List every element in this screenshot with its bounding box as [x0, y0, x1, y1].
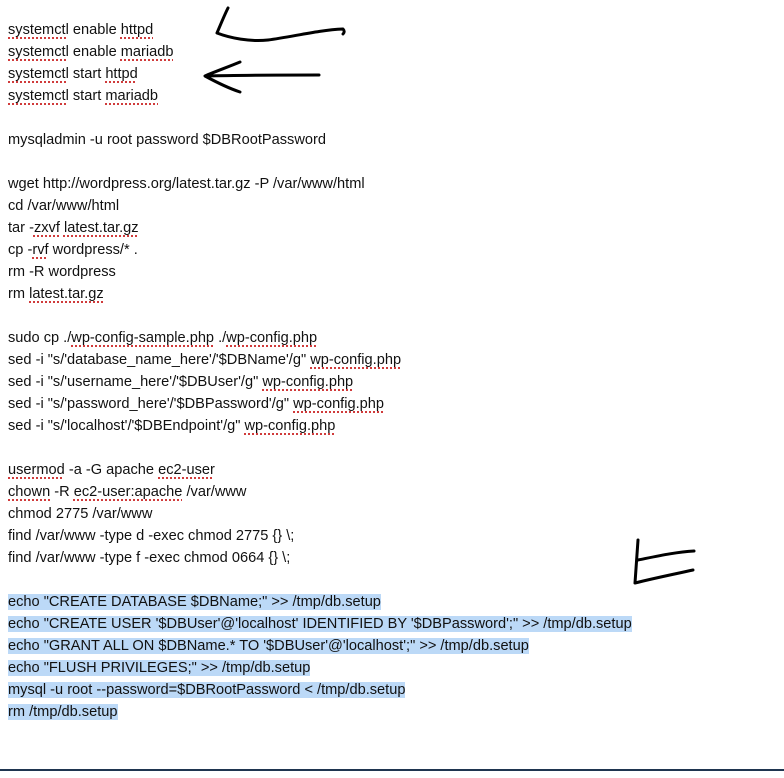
line-text	[8, 22, 153, 38]
blank-line	[8, 569, 778, 591]
text-line[interactable]	[8, 85, 778, 107]
spellcheck-word: wp-config.php	[262, 374, 354, 390]
text-line[interactable]	[8, 657, 778, 679]
line-text	[8, 396, 384, 412]
text-line[interactable]	[8, 459, 778, 481]
text-line[interactable]	[8, 327, 778, 349]
text-segment: -a -G apache	[64, 462, 159, 478]
selected-text	[8, 660, 310, 676]
text-segment: echo "GRANT ALL ON $DBName.* TO '$DBUser'@'localhost';" >> /tmp/db.setup	[8, 638, 529, 654]
line-text	[8, 506, 152, 522]
spellcheck-word: wp-config.php	[310, 352, 402, 368]
text-line[interactable]	[8, 19, 778, 41]
text-segment: sed -i "s/'localhost'/'$DBEndpoint'/g"	[8, 418, 245, 434]
text-line[interactable]	[8, 63, 778, 85]
text-line[interactable]	[8, 415, 778, 437]
text-segment: /var/www	[182, 484, 247, 500]
selected-text	[8, 616, 632, 632]
spellcheck-word: systemctl	[8, 22, 69, 38]
text-line[interactable]	[8, 679, 778, 701]
line-text	[8, 286, 104, 302]
text-line[interactable]	[8, 261, 778, 283]
line-text	[8, 66, 138, 82]
bottom-border	[0, 769, 784, 771]
text-segment: cd /var/www/html	[8, 198, 120, 214]
selected-text	[8, 682, 405, 698]
text-segment: mysql -u root --password=$DBRootPassword < /tmp/db.setup	[8, 682, 406, 698]
line-text	[8, 44, 173, 60]
text-segment: mysqladmin -u root password $DBRootPassword	[8, 132, 326, 148]
text-line[interactable]	[8, 349, 778, 371]
text-line[interactable]	[8, 283, 778, 305]
selected-text	[8, 704, 118, 720]
text-segment: wget http://wordpress.org/latest.tar.gz -P /var/www/html	[8, 176, 365, 192]
spellcheck-word: httpd	[105, 66, 138, 82]
text-line[interactable]	[8, 503, 778, 525]
spellcheck-word: httpd	[120, 22, 154, 38]
text-segment: echo "CREATE DATABASE $DBName;" >> /tmp/db.setup	[8, 594, 381, 610]
line-text	[8, 220, 139, 236]
spellcheck-word: ec2-user	[158, 462, 215, 478]
line-text	[8, 264, 116, 280]
text-line[interactable]	[8, 547, 778, 569]
text-segment: start	[68, 88, 106, 104]
text-line[interactable]	[8, 591, 778, 613]
text-segment: sed -i "s/'password_here'/'$DBPassword'/g"	[8, 396, 294, 412]
text-segment: sudo cp ./	[8, 330, 72, 346]
selected-text	[8, 594, 381, 610]
line-text	[8, 330, 317, 346]
spellcheck-word: wp-config.php	[293, 396, 385, 412]
line-text	[8, 550, 290, 566]
text-line[interactable]	[8, 195, 778, 217]
text-segment: wordpress/* .	[48, 242, 138, 258]
spellcheck-word: usermod	[8, 462, 65, 478]
spellcheck-word: chown	[8, 484, 51, 500]
text-segment: tar -	[8, 220, 34, 236]
line-text	[8, 88, 158, 104]
text-line[interactable]	[8, 701, 778, 723]
text-line[interactable]	[8, 525, 778, 547]
line-text	[8, 242, 138, 258]
text-line[interactable]	[8, 173, 778, 195]
text-segment: chmod 2775 /var/www	[8, 506, 153, 522]
text-segment: echo "FLUSH PRIVILEGES;" >> /tmp/db.setup	[8, 660, 311, 676]
spellcheck-word: mariadb	[120, 44, 174, 60]
spellcheck-word: systemctl	[8, 44, 69, 60]
selected-text	[8, 638, 529, 654]
text-line[interactable]	[8, 393, 778, 415]
text-segment: echo "CREATE USER '$DBUser'@'localhost' IDENTIFIED BY '$DBPassword';" >> /tmp/db.setup	[8, 616, 632, 632]
spellcheck-word: systemctl	[8, 88, 69, 104]
line-text	[8, 528, 294, 544]
text-segment: -R	[50, 484, 74, 500]
text-segment: rm -R wordpress	[8, 264, 116, 280]
spellcheck-word: rvf	[32, 242, 49, 258]
line-text	[8, 462, 215, 478]
line-text	[8, 352, 401, 368]
text-segment: find /var/www -type f -exec chmod 0664 {} \;	[8, 550, 291, 566]
line-text	[8, 484, 246, 500]
text-segment: rm /tmp/db.setup	[8, 704, 118, 720]
text-line[interactable]	[8, 481, 778, 503]
line-text	[8, 132, 326, 148]
spellcheck-word: zxvf	[33, 220, 60, 236]
spellcheck-word: mariadb	[105, 88, 159, 104]
spellcheck-word: latest.tar.gz	[29, 286, 104, 302]
spellcheck-word: latest.tar.gz	[63, 220, 139, 236]
line-text	[8, 176, 365, 192]
spellcheck-word: ec2-user:apache	[73, 484, 183, 500]
text-segment: sed -i "s/'database_name_here'/'$DBName'/g"	[8, 352, 311, 368]
blank-line	[8, 305, 778, 327]
spellcheck-word: systemctl	[8, 66, 69, 82]
text-segment: enable	[68, 44, 121, 60]
text-segment: find /var/www -type d -exec chmod 2775 {} \;	[8, 528, 295, 544]
spellcheck-word: wp-config-sample.php	[71, 330, 215, 346]
text-segment: enable	[68, 22, 121, 38]
line-text	[8, 198, 119, 214]
text-line[interactable]	[8, 371, 778, 393]
document-body[interactable]	[8, 19, 778, 723]
text-line[interactable]	[8, 129, 778, 151]
blank-line	[8, 151, 778, 173]
text-line[interactable]	[8, 217, 778, 239]
blank-line	[8, 107, 778, 129]
line-text	[8, 374, 353, 390]
text-segment: cp -	[8, 242, 33, 258]
text-line[interactable]	[8, 239, 778, 261]
text-segment: ./	[214, 330, 227, 346]
text-segment: rm	[8, 286, 30, 302]
spellcheck-word: wp-config.php	[226, 330, 318, 346]
text-line[interactable]	[8, 613, 778, 635]
line-text	[8, 418, 335, 434]
blank-line	[8, 437, 778, 459]
spellcheck-word: wp-config.php	[244, 418, 336, 434]
text-segment: start	[68, 66, 106, 82]
text-line[interactable]	[8, 635, 778, 657]
text-segment: sed -i "s/'username_here'/'$DBUser'/g"	[8, 374, 263, 390]
text-line[interactable]	[8, 41, 778, 63]
